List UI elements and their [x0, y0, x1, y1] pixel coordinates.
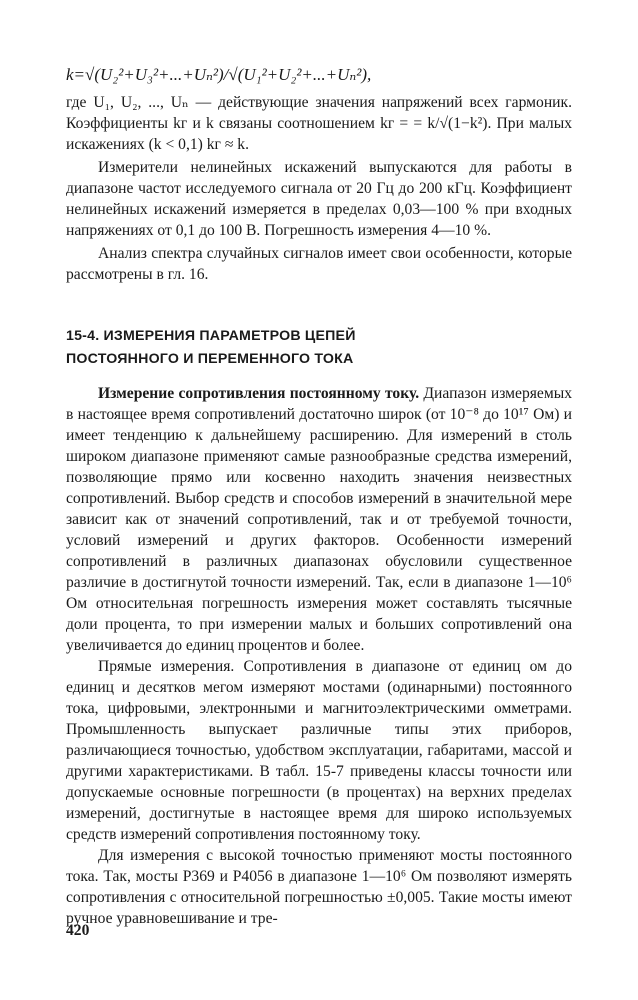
page-number: 420 [66, 922, 90, 939]
paragraph-random-signal-spectrum: Анализ спектра случайных сигналов имеет свои особенности, которые рассмотрены в гл. 16. [66, 245, 572, 283]
paragraph-harmonics-definition: где U₁, U₂, ..., Uₙ — действующие значения напряжений всех гармоник. Коэффициенты kг и k связаны соотношением kг = = k/√(1−k²). При малых искажениях (k < 0,1) kг ≈ k. [66, 94, 572, 153]
section-heading-line-1: 15-4. ИЗМЕРЕНИЯ ПАРАМЕТРОВ ЦЕПЕЙ [66, 328, 356, 344]
section-heading [66, 325, 572, 371]
page-content [66, 58, 572, 929]
paragraph-distortion-meters: Измерители нелинейных искажений выпускаются для работы в диапазоне частот исследуемого сигнала от 20 Гц до 200 кГц. Коэффициент нелинейных искажений измеряется в пределах 0,03—100 % при входных напряжениях от 0,1 до 100 В. Погрешность измерения 4—10 %. [66, 159, 572, 239]
paragraph-dc-resistance-text: Диапазон измеряемых в настоящее время сопротивлений достаточно широк (от 10⁻⁸ до 10¹⁷ Ом) и имеет тенденцию к дальнейшему расширению. Для измерений в столь широком диапазоне применяют самые разнообразные средства измерений, позволяющие прямо или косвенно находить значения неизвестных сопротивлений. Выбор средств и способов измерений в значительной мере зависит как от значений сопротивлений, так и от требуемой точности, условий измерений и других факторов. Особенности измерений сопротивлений в различных диапазонах обусловили существенное различие в достигнутой точности измерений. Так, если в диапазоне 1—10⁶ Ом относительная погрешность измерения может составлять тысячные доли процента, то при измерении малых и больших сопротивлений она увеличивается до единиц процентов и более. [66, 385, 572, 654]
paragraph-dc-resistance [66, 383, 572, 656]
section-heading-line-2: ПОСТОЯННОГО И ПЕРЕМЕННОГО ТОКА [66, 351, 354, 367]
paragraph-direct-measurements: Прямые измерения. Сопротивления в диапазоне от единиц ом до единиц и десятков мегом измеряют мостами (одинарными) постоянного тока, цифровыми, электронными и магнитоэлектрическими омметрами. Промышленность выпускает различные типы этих приборов, различающиеся точностью, удобством эксплуатации, габаритами, массой и другими характеристиками. В табл. 15-7 приведены классы точности или допускаемые основные погрешности (в процентах) на верхних пределах измерений, достигнутые в настоящее время для широко используемых средств измерений сопротивления постоянному току. [66, 658, 572, 843]
harmonic-coefficient-formula: k=√(U₂²+U₃²+...+Uₙ²)/√(U₁²+U₂²+...+Uₙ²), [66, 65, 372, 84]
paragraph-dc-bridges: Для измерения с высокой точностью применяют мосты постоянного тока. Так, мосты Р369 и Р4056 в диапазоне 1—10⁶ Ом позволяют измерять сопротивления с относительной погрешностью ±0,005. Такие мосты имеют ручное уравновешивание и тре- [66, 847, 572, 927]
run-in-heading: Измерение сопротивления постоянному току. [98, 385, 420, 402]
